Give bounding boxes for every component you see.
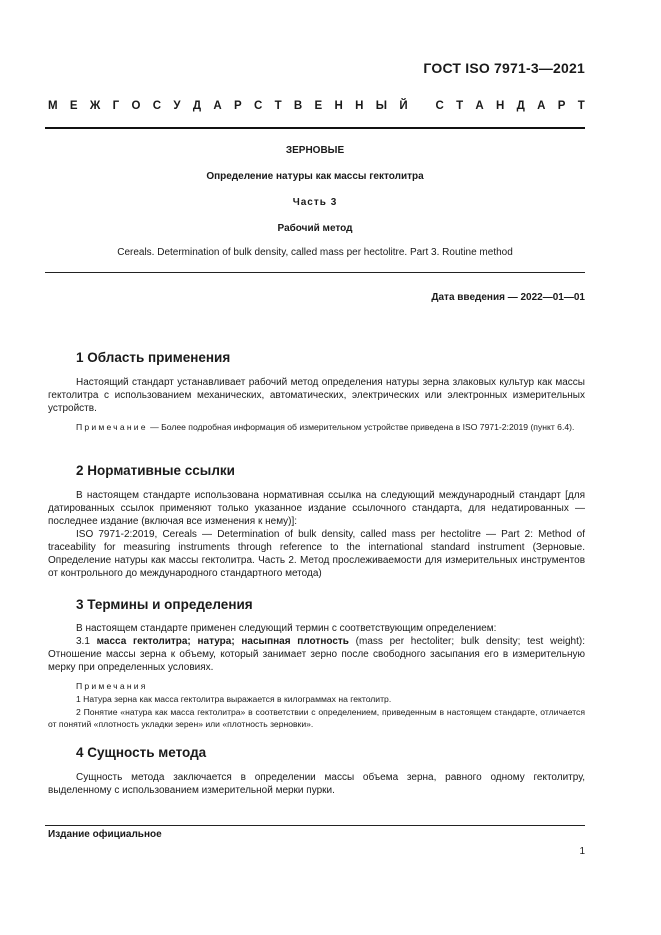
banner-letter: Р [233,100,242,112]
banner-letter: А [213,100,222,112]
notes-label: Примечания [76,681,148,691]
standard-subtitle: Определение натуры как массы гектолитра [206,171,424,182]
standard-part: Часть 3 [292,197,338,208]
term-number: 3.1 [76,636,97,647]
banner-letter: Е [69,100,78,112]
banner-letter: М [48,100,58,112]
banner-gap [420,100,423,112]
banner-letter: Т [577,100,585,112]
section-heading: 2 Нормативные ссылки [76,463,235,478]
section-heading: 3 Термины и определения [76,597,253,612]
section-paragraph: В настоящем стандарте применен следующий термин с соответствующим определением: [76,623,497,634]
document-code: ГОСТ ISO 7971-3—2021 [423,60,585,76]
banner-letter: А [537,100,546,112]
introduction-date: Дата введения — 2022—01—01 [431,292,585,303]
banner-letter: С [253,100,263,112]
banner-letter: Н [334,100,343,112]
banner-letter: С [152,100,162,112]
section-note [48,421,585,433]
section-paragraph: В настоящем стандарте использована нормативная ссылка на следующий международный стандарт [для датированных ссылок применяют только указанное издание ссылочного стандарта, для недатированных — последнее издание (включая все изменения к нему)]: [48,490,585,527]
footer-divider [45,825,585,826]
banner-letter: Ы [375,100,388,112]
standard-method: Рабочий метод [277,223,353,234]
term-name: масса гектолитра; натура; насыпная плотность [96,636,349,647]
note-item: 2 Понятие «натура как масса гектолитра» в соответствии с определением, приведенным в настоящем стандарте, отличается от понятий «плотность укладки зерен» или «плотность зерновки». [48,707,585,729]
banner-letter: А [475,100,484,112]
page-number: 1 [579,846,585,857]
banner-letter: Д [516,100,525,112]
banner-letter: Т [456,100,464,112]
section-heading: 1 Область применения [76,350,231,365]
section-paragraph: Сущность метода заключается в определении массы объема зерна, равного одному гектолитру, выделенному с использованием измерительной мерки пурки. [48,772,585,796]
banner-letter: Г [112,100,120,112]
banner-letter: У [173,100,181,112]
interstate-standard-banner [48,100,585,112]
banner-letter: В [293,100,303,112]
header-divider [45,127,585,129]
term-text: (mass per hectoliter; bulk density; test weight): Отношение массы зерна к объему, который занимает зерно после свободного засыпания его в измерительную мерку при определенных условиях. [48,636,585,673]
banner-letter: Й [399,100,408,112]
note-label: Примечание [76,422,148,432]
banner-letter: Ж [89,100,101,112]
banner-letter: Н [355,100,364,112]
banner-letter: Т [274,100,282,112]
banner-letter: С [435,100,444,112]
banner-letter: Р [557,100,566,112]
banner-letter: Е [314,100,323,112]
note-item: 1 Натура зерна как масса гектолитра выражается в килограммах на гектолитр. [76,694,392,704]
banner-letter: Н [496,100,505,112]
section-paragraph: Настоящий стандарт устанавливает рабочий метод определения натуры зерна злаковых культур как массы гектолитра с использованием механических, автоматических, электрических или электронных измерительных устройств. [48,377,585,414]
standard-title: ЗЕРНОВЫЕ [285,145,345,156]
section-heading: 4 Сущность метода [76,745,207,760]
banner-letter: Д [192,100,202,112]
title-divider [45,272,585,273]
banner-letter: О [131,100,141,112]
official-edition-label: Издание официальное [48,829,162,840]
note-text: — Более подробная информация об измерительном устройстве приведена в ISO 7971-2:2019 (пункт 6.4). [147,422,575,432]
normative-reference: ISO 7971-2:2019, Cereals — Determination of bulk density, called mass per hectolitre — Part 2: Method of traceability for measuring instruments through reference to the international standard instrument (Зерновые. Определение натуры как массы гектолитра. Часть 2. Метод прослеживаемости для измерительных инструментов от контрольного до международного стандартного метода) [48,529,585,579]
english-title: Cereals. Determination of bulk density, called mass per hectolitre. Part 3. Routine method [117,247,513,258]
term-definition [48,635,585,674]
